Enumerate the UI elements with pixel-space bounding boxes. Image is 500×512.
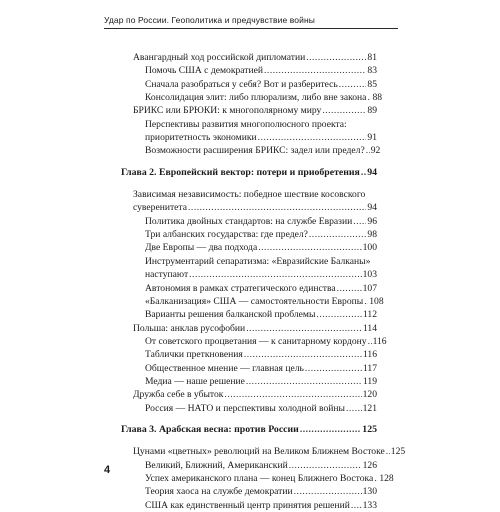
toc-entry-title: Авангардный ход российской дипломатии <box>133 52 306 63</box>
toc-entry-title: Цунами «цветных» революций на Великом Ближнем Востоке <box>133 446 385 458</box>
toc-entry-title: Возможности расширения БРИКС: задел или предел? <box>145 145 365 157</box>
page-number: 4 <box>104 464 111 476</box>
toc-entry <box>113 499 377 512</box>
toc-entry <box>113 308 377 321</box>
toc-entry-page: 96 <box>367 215 377 227</box>
dot-leader <box>366 144 370 157</box>
dot-leader <box>244 348 362 361</box>
toc-entry-title: Общественное мнение — главная цель <box>145 362 304 374</box>
toc-entry <box>113 104 377 117</box>
toc-entry <box>113 228 377 241</box>
toc-entry-page: 88 <box>372 92 383 104</box>
toc-entry <box>113 215 377 228</box>
toc-entry-title: Консолидация элит: либо плюрализм, либо вне закона <box>145 92 367 104</box>
dot-leader <box>364 295 368 308</box>
toc-entry-title: приоритетность экономики <box>145 132 257 144</box>
toc-entry-title: БРИКС или БРЮКИ: к многополярному миру <box>133 105 322 117</box>
toc-entry-line: Зависимая независимость: победное шествие косовского <box>133 189 366 201</box>
toc-entry-title: США как единственный центр принятия решений <box>145 499 350 511</box>
toc-entry-page: 116 <box>372 335 387 347</box>
toc-entry-title: Политика двойных стандартов: на службе Евразии <box>145 215 353 227</box>
toc-entry-page: 107 <box>362 282 377 294</box>
toc-entry <box>113 375 377 388</box>
dot-leader <box>367 91 371 104</box>
toc-entry-page: 89 <box>367 105 377 117</box>
toc-entry-title: Польша: анклав русофобии <box>133 322 246 334</box>
dot-leader <box>361 166 366 179</box>
toc-entry-page: 94 <box>367 166 377 178</box>
toc-entry <box>113 144 381 157</box>
toc-chapter <box>113 166 377 179</box>
toc-entry-page: 92 <box>370 145 381 157</box>
toc-entry-page: 81 <box>367 52 377 63</box>
dot-leader <box>337 282 362 295</box>
header-rule <box>104 28 398 29</box>
dot-leader <box>316 308 362 321</box>
dot-leader <box>246 322 362 335</box>
toc-entry <box>113 362 377 375</box>
toc-entry-page: 117 <box>362 362 377 374</box>
toc-entry-page: 125 <box>362 423 377 435</box>
toc-entry <box>113 322 377 335</box>
toc-entry-page: 128 <box>379 472 394 484</box>
toc-entry-page: 103 <box>362 269 377 281</box>
dot-leader <box>258 241 361 254</box>
toc-entry-page: 120 <box>362 389 377 401</box>
dot-leader <box>264 64 366 77</box>
running-title: Удар по России. Геополитика и предчувствие войны <box>104 15 315 25</box>
toc-entry <box>113 78 377 91</box>
toc-entry-title: Две Европы — два подхода <box>145 242 258 254</box>
toc-entry-page: 116 <box>362 349 377 361</box>
toc-entry <box>113 64 377 77</box>
toc-entry-title: Автономия в рамках стратегического единства <box>145 282 336 294</box>
dot-leader <box>339 78 367 91</box>
toc-entry-line: Инструментарий сепаратизма: «Евразийские Балканы» <box>145 255 371 267</box>
dot-leader <box>289 459 362 472</box>
toc-entry <box>113 51 377 64</box>
toc-entry <box>113 485 377 498</box>
toc-entry-page: 91 <box>367 132 377 144</box>
dot-leader <box>309 228 367 241</box>
toc-entry <box>113 472 394 485</box>
dot-leader <box>322 104 366 117</box>
dot-leader <box>374 472 378 485</box>
dot-leader <box>294 485 362 498</box>
toc-entry-title: Глава 3. Арабская весна: против России <box>121 423 299 435</box>
toc-entry <box>113 335 387 348</box>
toc-entry-page: 108 <box>369 295 384 307</box>
toc-entry <box>113 388 377 401</box>
toc-entry <box>113 282 377 295</box>
toc-entry <box>113 295 384 308</box>
dot-leader <box>386 445 390 458</box>
dot-leader <box>188 201 366 214</box>
toc-entry-title: Дружба себе в убыток <box>133 389 224 401</box>
toc-entry <box>113 201 377 214</box>
toc-entry <box>113 402 377 415</box>
toc-entry <box>113 268 377 281</box>
toc-entry-page: 133 <box>362 499 377 511</box>
dot-leader <box>368 335 372 348</box>
toc-entry-page: 100 <box>362 242 377 254</box>
toc-entry <box>113 445 406 458</box>
toc-entry-title: Сначала разобраться у себя? Вот и разберитесь <box>145 78 338 90</box>
dot-leader <box>258 131 367 144</box>
dot-leader <box>305 362 362 375</box>
toc-entry-title: Варианты решения балканской проблемы <box>145 309 316 321</box>
dot-leader <box>224 388 361 401</box>
toc-entry <box>113 459 377 472</box>
table-of-contents <box>113 51 406 512</box>
dot-leader <box>351 499 362 512</box>
toc-entry <box>113 241 377 254</box>
toc-chapter <box>113 423 377 436</box>
toc-entry-line: Перспективы развития многополюсного проекта: <box>145 118 347 130</box>
toc-entry-page: 85 <box>367 78 377 90</box>
toc-entry-page: 98 <box>367 229 377 241</box>
toc-entry-page: 125 <box>390 446 406 458</box>
toc-entry <box>113 91 383 104</box>
toc-entry-title: Теория хаоса на службе демократии <box>145 486 293 498</box>
toc-entry-page: 119 <box>362 375 377 387</box>
toc-entry <box>113 131 377 144</box>
toc-entry-title: Таблички преткновения <box>145 349 243 361</box>
toc-entry-page: 130 <box>362 486 377 498</box>
dot-leader <box>353 215 366 228</box>
toc-entry-page: 126 <box>362 459 377 471</box>
toc-entry-page: 112 <box>362 309 377 321</box>
toc-entry-title: Помочь США с демократией <box>145 65 264 77</box>
dot-leader <box>300 423 361 436</box>
dot-leader <box>306 51 366 64</box>
toc-entry-page: 83 <box>367 65 377 77</box>
toc-entry <box>113 348 377 361</box>
toc-entry-title: Россия — НАТО и перспективы холодной войны <box>145 402 345 414</box>
dot-leader <box>346 402 362 415</box>
toc-entry-title: Глава 2. Европейский вектор: потери и приобретения <box>121 166 360 178</box>
toc-entry-title: «Балканизация» США — самостоятельности Европы <box>145 295 364 307</box>
dot-leader <box>246 375 362 388</box>
toc-entry-title: Успех американского плана — конец Ближнего Востока <box>145 472 374 484</box>
toc-entry-page: 114 <box>362 322 377 334</box>
toc-entry-title: Медиа — наше решение <box>145 375 245 387</box>
toc-entry-title: Великий, Ближний, Американский <box>145 459 288 471</box>
toc-entry-page: 94 <box>367 202 377 214</box>
toc-entry-title: Три албанских государства: где предел? <box>145 229 308 241</box>
toc-entry-title: суверенитета <box>133 202 188 214</box>
toc-entry-title: От советского процветания — к санитарному кордону <box>145 335 367 347</box>
toc-entry-page: 121 <box>362 402 377 414</box>
toc-entry-title: наступают <box>145 269 189 281</box>
dot-leader <box>189 268 361 281</box>
